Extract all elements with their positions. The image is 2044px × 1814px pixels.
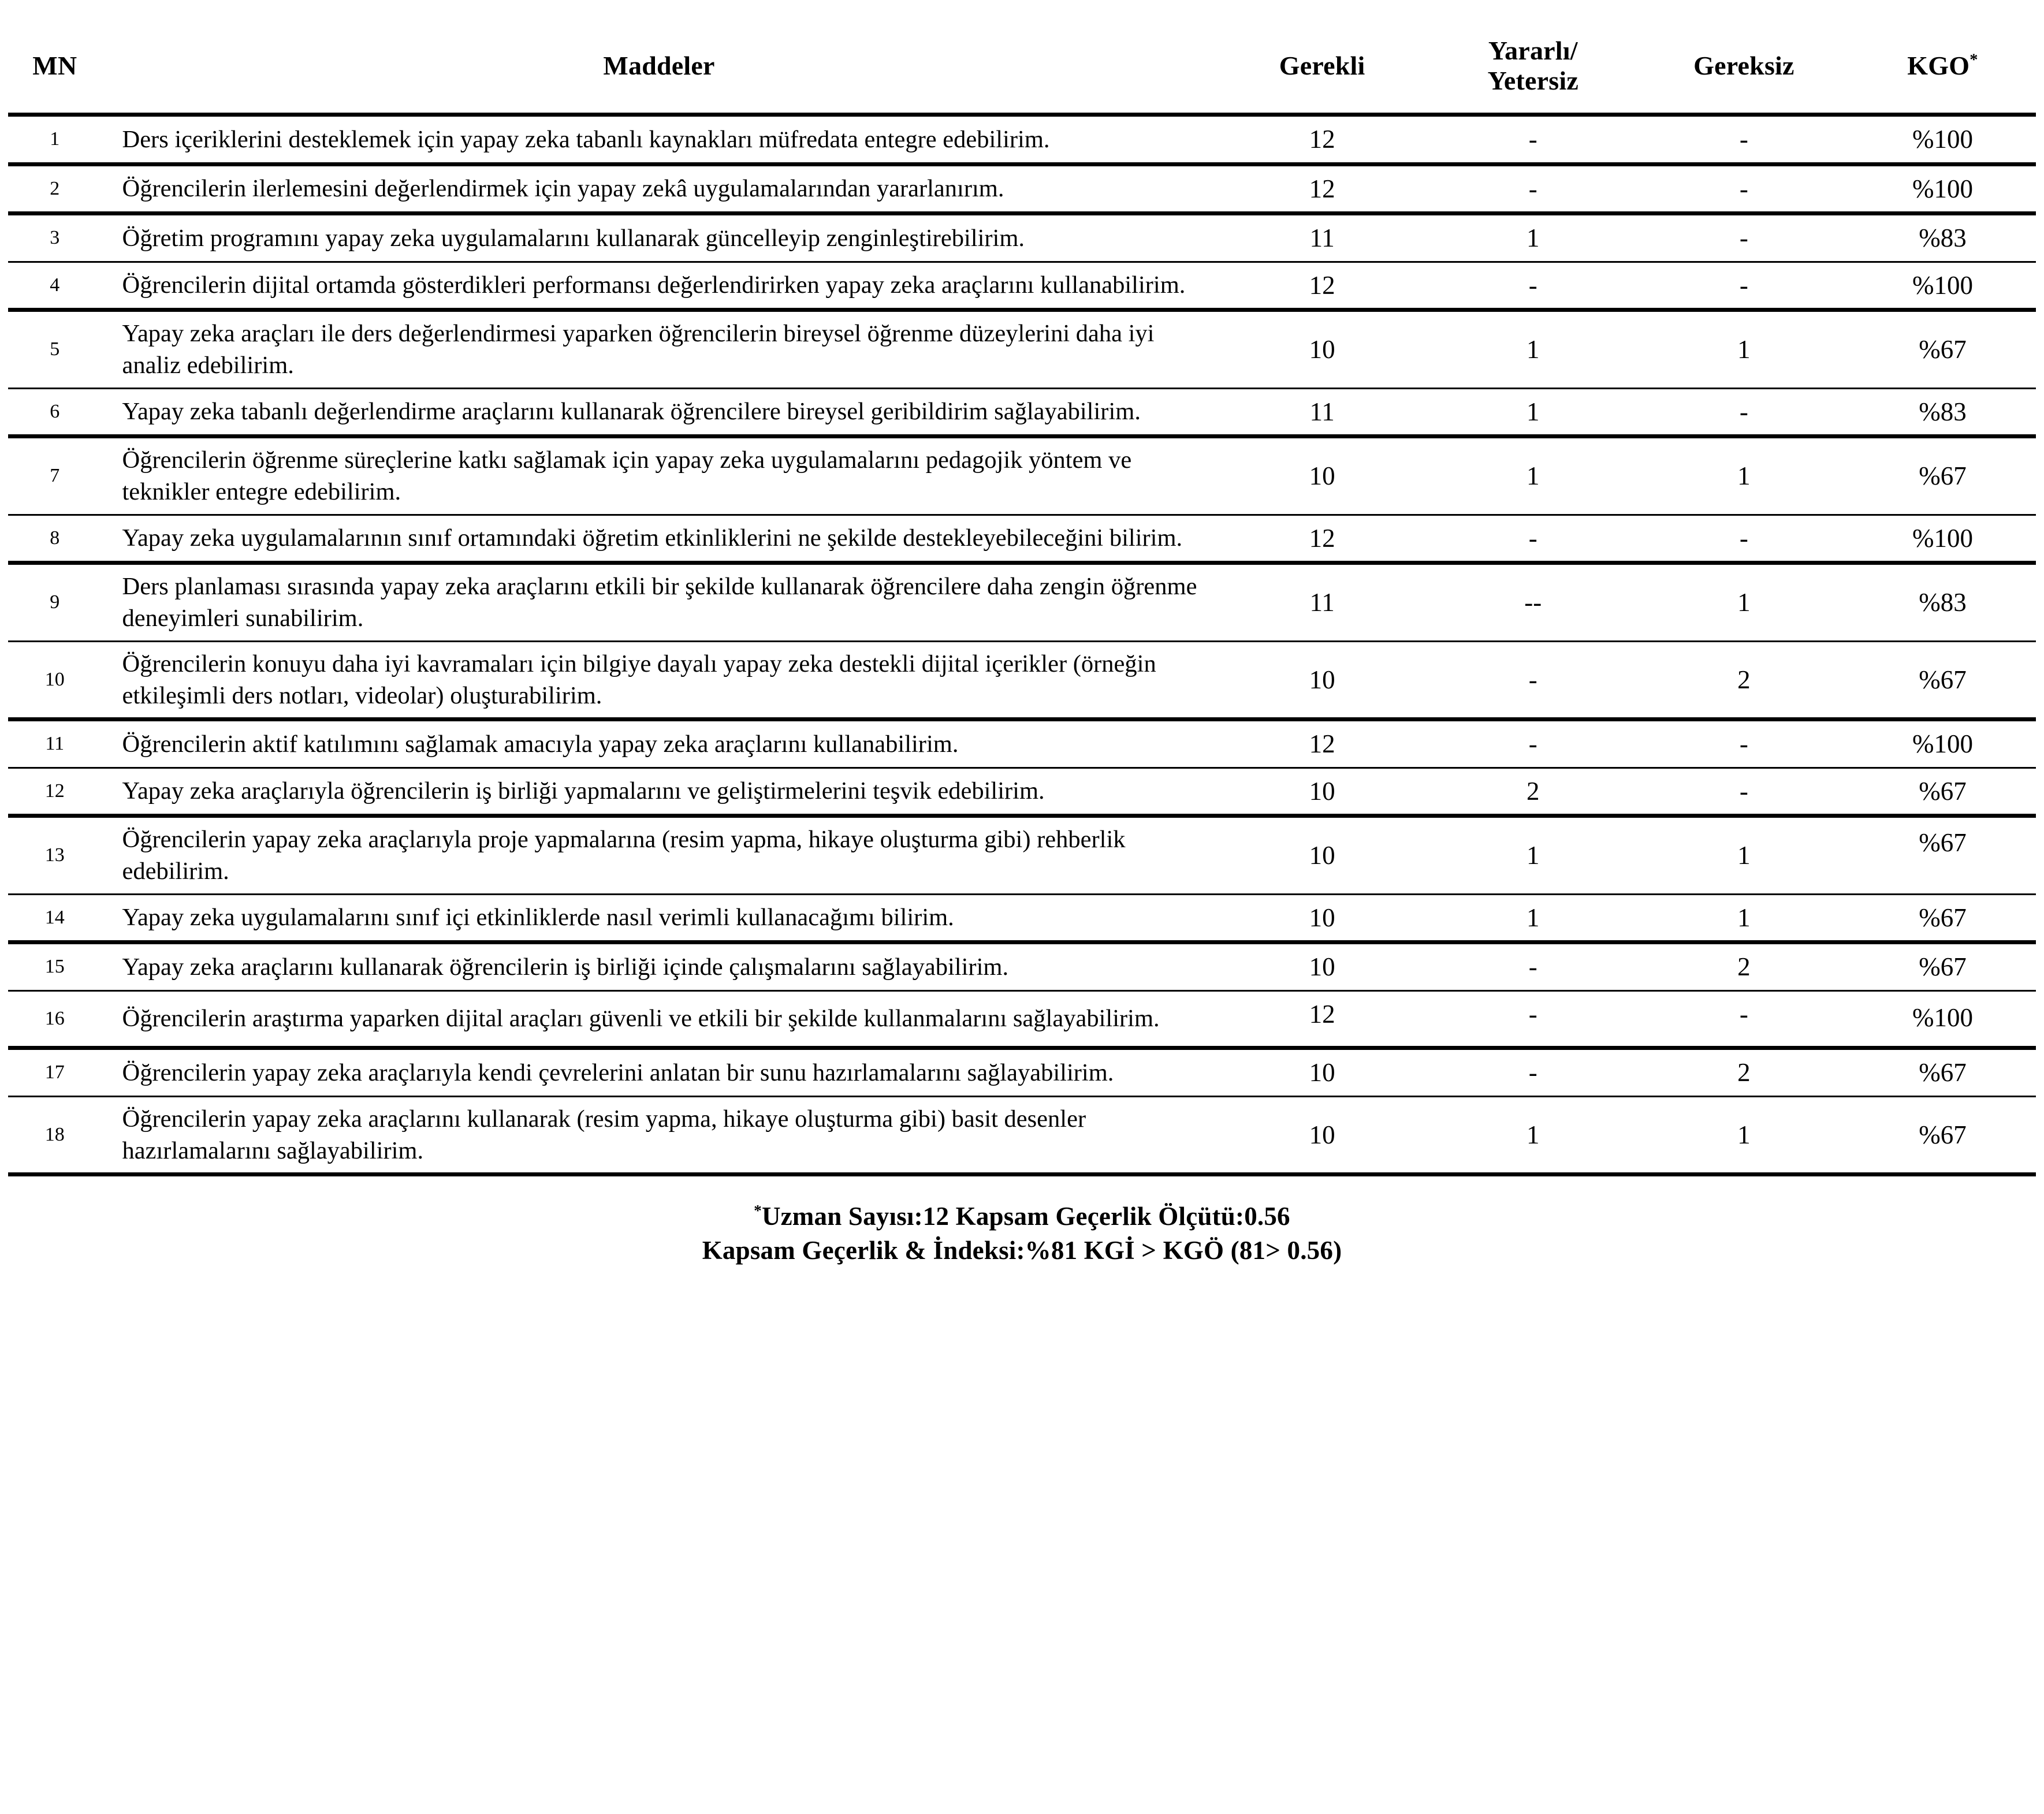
row-yararli-count: - — [1428, 262, 1639, 310]
row-kgo-value: %100 — [1849, 720, 2036, 768]
row-item-text: Ders içeriklerini desteklemek için yapay zeka tabanlı kaynakları müfredata entegre edebilirim. — [102, 115, 1217, 165]
row-item-text: Öğrencilerin yapay zeka araçlarını kullanarak (resim yapma, hikaye oluşturma gibi) basit desenler hazırlamalarını sağlayabilirim. — [102, 1096, 1217, 1175]
row-gerekli-count: 10 — [1217, 943, 1428, 991]
table-row — [8, 310, 2036, 389]
row-gereksiz-count: - — [1639, 990, 1849, 1048]
table-row — [8, 515, 2036, 563]
row-kgo-value: %83 — [1849, 214, 2036, 262]
row-yararli-count: - — [1428, 720, 1639, 768]
row-yararli-count: - — [1428, 641, 1639, 720]
row-gereksiz-count: 2 — [1639, 1048, 1849, 1097]
row-gerekli-count: 10 — [1217, 768, 1428, 816]
row-yararli-count: 1 — [1428, 894, 1639, 943]
row-kgo-value: %67 — [1849, 894, 2036, 943]
row-yararli-count: - — [1428, 1048, 1639, 1097]
table-row — [8, 563, 2036, 642]
table-row — [8, 388, 2036, 437]
table-row — [8, 1096, 2036, 1175]
row-gerekli-count: 11 — [1217, 563, 1428, 642]
row-gereksiz-count: 2 — [1639, 943, 1849, 991]
header-yararli-line2: Yetersiz — [1487, 65, 1578, 95]
row-number: 11 — [8, 720, 102, 768]
row-number: 15 — [8, 943, 102, 991]
row-yararli-count: - — [1428, 943, 1639, 991]
row-number: 7 — [8, 437, 102, 515]
table-row — [8, 768, 2036, 816]
table-row — [8, 720, 2036, 768]
row-gereksiz-count: - — [1639, 515, 1849, 563]
row-item-text: Yapay zeka araçlarıyla öğrencilerin iş birliği yapmalarını ve geliştirmelerini teşvik edebilirim. — [102, 768, 1217, 816]
row-gerekli-count: 12 — [1217, 164, 1428, 214]
table-row — [8, 943, 2036, 991]
footnote-line-1-text: Uzman Sayısı:12 Kapsam Geçerlik Ölçütü:0.56 — [761, 1202, 1290, 1231]
row-yararli-count: 1 — [1428, 388, 1639, 437]
row-number: 13 — [8, 816, 102, 895]
row-gereksiz-count: - — [1639, 720, 1849, 768]
content-validity-table — [8, 32, 2036, 1176]
row-kgo-value: %67 — [1849, 943, 2036, 991]
row-gerekli-count: 12 — [1217, 515, 1428, 563]
table-row — [8, 641, 2036, 720]
row-gereksiz-count: - — [1639, 214, 1849, 262]
row-item-text: Öğrencilerin dijital ortamda gösterdikleri performansı değerlendirirken yapay zeka araçlarını kullanabilirim. — [102, 262, 1217, 310]
header-kgo-superscript: * — [1969, 51, 1978, 69]
row-item-text: Öğrencilerin araştırma yaparken dijital araçları güvenli ve etkili bir şekilde kullanmalarını sağlayabilirim. — [102, 990, 1217, 1048]
row-yararli-count: - — [1428, 990, 1639, 1048]
row-number: 16 — [8, 990, 102, 1048]
footnote-superscript: * — [754, 1202, 762, 1220]
table-row — [8, 816, 2036, 895]
row-item-text: Ders planlaması sırasında yapay zeka araçlarını etkili bir şekilde kullanarak öğrencilere daha zengin öğrenme deneyimleri sunabilirim. — [102, 563, 1217, 642]
row-number: 6 — [8, 388, 102, 437]
table-body — [8, 115, 2036, 1175]
row-yararli-count: 1 — [1428, 1096, 1639, 1175]
row-gerekli-count: 10 — [1217, 437, 1428, 515]
column-header-kgo — [1849, 32, 2036, 115]
row-number: 3 — [8, 214, 102, 262]
row-yararli-count: 2 — [1428, 768, 1639, 816]
row-kgo-value: %67 — [1849, 816, 2036, 895]
header-row — [8, 32, 2036, 115]
row-item-text: Yapay zeka araçları ile ders değerlendirmesi yaparken öğrencilerin bireysel öğrenme düzeylerini daha iyi analiz edebilirim. — [102, 310, 1217, 389]
row-gerekli-count: 10 — [1217, 816, 1428, 895]
row-gereksiz-count: 1 — [1639, 894, 1849, 943]
table-header — [8, 32, 2036, 115]
row-number: 10 — [8, 641, 102, 720]
row-kgo-value: %67 — [1849, 437, 2036, 515]
table-row — [8, 990, 2036, 1048]
row-gereksiz-count: - — [1639, 164, 1849, 214]
table-row — [8, 214, 2036, 262]
row-gereksiz-count: 1 — [1639, 1096, 1849, 1175]
header-yararli-line1: Yararlı/ — [1488, 36, 1578, 65]
column-header-yararli-yetersiz — [1428, 32, 1639, 115]
row-item-text: Öğrencilerin yapay zeka araçlarıyla kendi çevrelerini anlatan bir sunu hazırlamalarını sağlayabilirim. — [102, 1048, 1217, 1097]
row-gerekli-count: 12 — [1217, 720, 1428, 768]
row-kgo-value: %83 — [1849, 388, 2036, 437]
row-gereksiz-count: 1 — [1639, 816, 1849, 895]
row-number: 14 — [8, 894, 102, 943]
table-row — [8, 164, 2036, 214]
column-header-mn: MN — [32, 50, 77, 80]
row-gereksiz-count: - — [1639, 768, 1849, 816]
row-kgo-value: %67 — [1849, 768, 2036, 816]
top-spacer — [8, 0, 2036, 32]
row-gerekli-count: 12 — [1217, 115, 1428, 165]
table-row — [8, 115, 2036, 165]
row-gerekli-count: 10 — [1217, 310, 1428, 389]
row-yararli-count: 1 — [1428, 214, 1639, 262]
table-row — [8, 894, 2036, 943]
table-row — [8, 262, 2036, 310]
row-gerekli-count: 12 — [1217, 262, 1428, 310]
row-number: 9 — [8, 563, 102, 642]
header-kgo-label: KGO — [1907, 50, 1970, 80]
row-gerekli-count: 12 — [1217, 990, 1428, 1048]
row-gerekli-count: 10 — [1217, 641, 1428, 720]
row-yararli-count: - — [1428, 515, 1639, 563]
row-yararli-count: -- — [1428, 563, 1639, 642]
row-gereksiz-count: - — [1639, 115, 1849, 165]
row-kgo-value: %100 — [1849, 262, 2036, 310]
row-number: 2 — [8, 164, 102, 214]
row-gereksiz-count: 1 — [1639, 563, 1849, 642]
row-gereksiz-count: 1 — [1639, 310, 1849, 389]
row-item-text: Yapay zeka uygulamalarının sınıf ortamındaki öğretim etkinliklerini ne şekilde destekleyebileceğini bilirim. — [102, 515, 1217, 563]
row-gereksiz-count: 1 — [1639, 437, 1849, 515]
row-yararli-count: - — [1428, 115, 1639, 165]
column-header-gereksiz: Gereksiz — [1693, 50, 1794, 80]
row-number: 5 — [8, 310, 102, 389]
footnote-line-2: Kapsam Geçerlik & İndeksi:%81 KGİ > KGÖ (81> 0.56) — [702, 1236, 1342, 1265]
row-item-text: Yapay zeka tabanlı değerlendirme araçlarını kullanarak öğrencilere bireysel geribildirim sağlayabilirim. — [102, 388, 1217, 437]
row-number: 12 — [8, 768, 102, 816]
row-gereksiz-count: 2 — [1639, 641, 1849, 720]
row-kgo-value: %67 — [1849, 310, 2036, 389]
row-yararli-count: - — [1428, 164, 1639, 214]
row-item-text: Öğrencilerin konuyu daha iyi kavramaları için bilgiye dayalı yapay zeka destekli dijital içerikler (örneğin etkileşimli ders notları, videolar) oluşturabilirim. — [102, 641, 1217, 720]
row-yararli-count: 1 — [1428, 816, 1639, 895]
row-gerekli-count: 11 — [1217, 214, 1428, 262]
column-header-items: Maddeler — [603, 50, 715, 80]
row-gerekli-count: 10 — [1217, 1048, 1428, 1097]
row-number: 4 — [8, 262, 102, 310]
row-kgo-value: %83 — [1849, 563, 2036, 642]
row-kgo-value: %67 — [1849, 1048, 2036, 1097]
row-item-text: Öğrencilerin yapay zeka araçlarıyla proje yapmalarına (resim yapma, hikaye oluşturma gibi) rehberlik edebilirim. — [102, 816, 1217, 895]
row-item-text: Yapay zeka uygulamalarını sınıf içi etkinliklerde nasıl verimli kullanacağımı bilirim. — [102, 894, 1217, 943]
row-item-text: Öğrencilerin aktif katılımını sağlamak amacıyla yapay zeka araçlarını kullanabilirim. — [102, 720, 1217, 768]
row-number: 17 — [8, 1048, 102, 1097]
row-yararli-count: 1 — [1428, 310, 1639, 389]
row-number: 8 — [8, 515, 102, 563]
table-footnote — [8, 1200, 2036, 1268]
row-item-text: Öğretim programını yapay zeka uygulamalarını kullanarak güncelleyip zenginleştirebilirim. — [102, 214, 1217, 262]
row-number: 1 — [8, 115, 102, 165]
row-item-text: Öğrencilerin ilerlemesini değerlendirmek için yapay zekâ uygulamalarından yararlanırım. — [102, 164, 1217, 214]
row-gerekli-count: 10 — [1217, 894, 1428, 943]
table-row — [8, 1048, 2036, 1097]
row-yararli-count: 1 — [1428, 437, 1639, 515]
row-kgo-value: %100 — [1849, 515, 2036, 563]
row-gerekli-count: 10 — [1217, 1096, 1428, 1175]
row-kgo-value: %67 — [1849, 1096, 2036, 1175]
row-gerekli-count: 11 — [1217, 388, 1428, 437]
row-kgo-value: %100 — [1849, 164, 2036, 214]
row-kgo-value: %100 — [1849, 115, 2036, 165]
row-item-text: Öğrencilerin öğrenme süreçlerine katkı sağlamak için yapay zeka uygulamalarını pedagojik yöntem ve teknikler entegre edebilirim. — [102, 437, 1217, 515]
table-row — [8, 437, 2036, 515]
row-gereksiz-count: - — [1639, 262, 1849, 310]
row-kgo-value: %67 — [1849, 641, 2036, 720]
footnote-line-1 — [8, 1200, 2036, 1234]
row-number: 18 — [8, 1096, 102, 1175]
row-item-text: Yapay zeka araçlarını kullanarak öğrencilerin iş birliği içinde çalışmalarını sağlayabilirim. — [102, 943, 1217, 991]
row-gereksiz-count: - — [1639, 388, 1849, 437]
column-header-gerekli: Gerekli — [1279, 50, 1365, 80]
row-kgo-value: %100 — [1849, 990, 2036, 1048]
